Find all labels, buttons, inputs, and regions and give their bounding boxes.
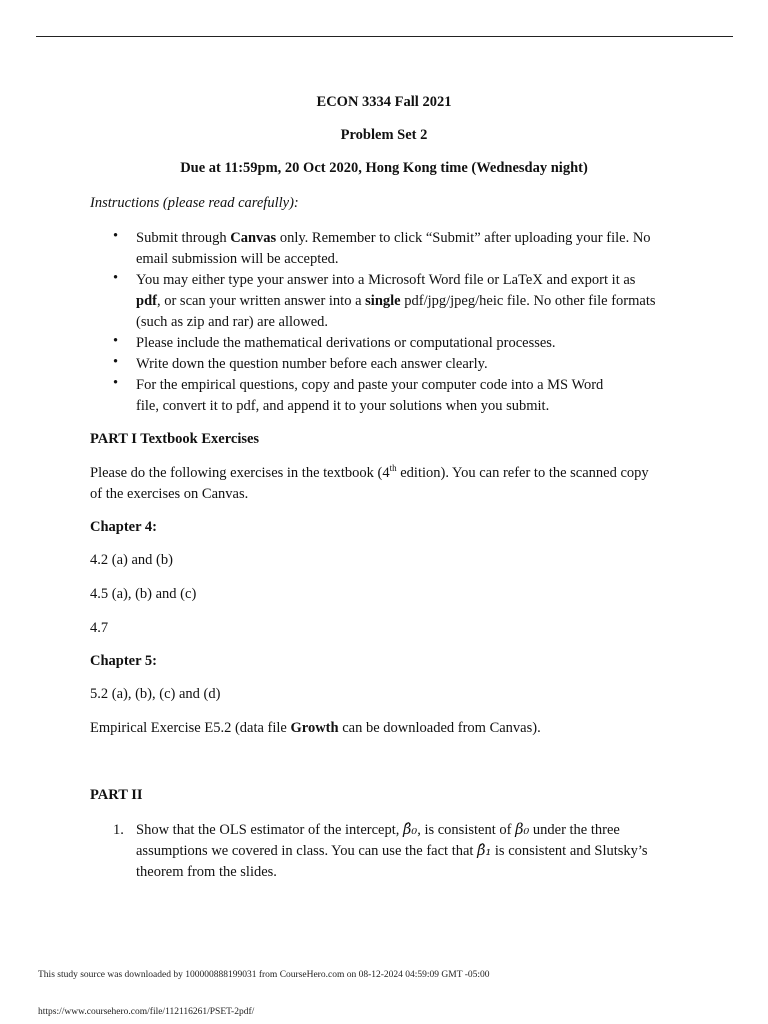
part1-heading: PART I Textbook Exercises: [90, 431, 260, 447]
bullet-4-line1: Write down the question number before each answer clearly.: [136, 356, 488, 372]
bullet-2-line1: You may either type your answer into a Microsoft Word file or LaTeX and export it as: [136, 272, 636, 288]
chapter5-item: 5.2 (a), (b), (c) and (d): [90, 686, 221, 702]
bullet-icon: •: [113, 270, 119, 286]
course-title: ECON 3334 Fall 2021: [316, 94, 452, 110]
chapter4-item: 4.7: [90, 620, 109, 636]
question-1-line3: theorem from the slides.: [136, 864, 277, 880]
download-notice: This study source was downloaded by 100000888199031 from CourseHero.com on 08-12-2024 04:59:09 GMT -05:00: [38, 970, 490, 980]
problem-set-title: Problem Set 2: [340, 127, 428, 143]
bullet-1-line2: email submission will be accepted.: [136, 251, 339, 267]
chapter4-item: 4.2 (a) and (b): [90, 552, 173, 568]
chapter4-item: 4.5 (a), (b) and (c): [90, 586, 197, 602]
due-date: Due at 11:59pm, 20 Oct 2020, Hong Kong time (Wednesday night): [180, 160, 588, 176]
bullet-icon: •: [113, 333, 119, 349]
chapter5-heading: Chapter 5:: [90, 653, 157, 669]
part1-intro-line1: Please do the following exercises in the textbook (4th edition). You can refer to the scanned copy: [90, 463, 649, 481]
bullet-icon: •: [113, 375, 119, 391]
chapter4-heading: Chapter 4:: [90, 519, 157, 535]
part2-heading: PART II: [90, 787, 143, 803]
bullet-icon: •: [113, 228, 119, 244]
bullet-2-line2: pdf, or scan your written answer into a single pdf/jpg/jpeg/heic file. No other file formats: [136, 293, 656, 309]
bullet-5-line1: For the empirical questions, copy and paste your computer code into a MS Word: [136, 377, 604, 393]
bullet-1-line1: Submit through Canvas only. Remember to click “Submit” after uploading your file. No: [136, 230, 651, 246]
empirical-exercise: Empirical Exercise E5.2 (data file Growth can be downloaded from Canvas).: [90, 720, 541, 736]
question-1-line1: Show that the OLS estimator of the intercept, β̂₀, is consistent of β₀ under the three: [136, 822, 620, 838]
bullet-2-line3: (such as zip and rar) are allowed.: [136, 314, 329, 330]
part1-intro-line2: of the exercises on Canvas.: [90, 486, 249, 502]
instructions-heading: Instructions (please read carefully):: [90, 195, 299, 211]
bullet-icon: •: [113, 354, 119, 370]
source-url[interactable]: https://www.coursehero.com/file/112116261/PSET-2pdf/: [38, 1007, 255, 1017]
top-rule: [36, 36, 733, 37]
bullet-5-line2: file, convert it to pdf, and append it to your solutions when you submit.: [136, 398, 550, 414]
bullet-3-line1: Please include the mathematical derivations or computational processes.: [136, 335, 556, 351]
question-number: 1.: [113, 822, 124, 838]
question-1-line2: assumptions we covered in class. You can use the fact that β̂₁ is consistent and Slutsky’s: [136, 843, 648, 859]
